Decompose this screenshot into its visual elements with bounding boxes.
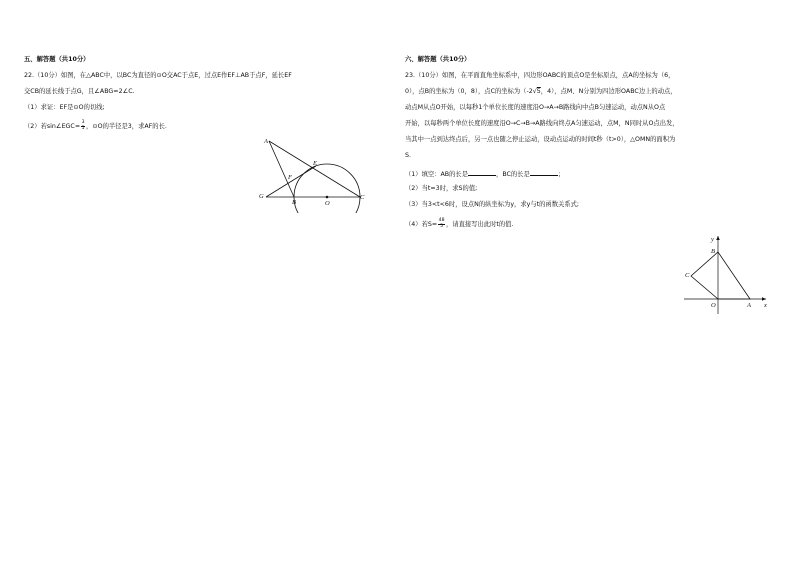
sin-fraction <box>81 121 85 131</box>
q22-part-1: （1）求证：EF是⊙O的切线; <box>24 104 105 111</box>
quadrilateral-oabc <box>691 252 750 299</box>
q23-line-1: 23.（10分）如图，在平面直角坐标系中，四边形OABC的顶点O是坐标原点，点A的坐标为（6， <box>405 72 675 79</box>
q22-part-2-post: ，⊙O的半径是3，求AF的长. <box>86 123 167 131</box>
label-o: O <box>325 200 330 207</box>
q23-part-3: （3）当3<t<6时，设点N的纵坐标为y，求y与t的函数关系式; <box>405 201 580 208</box>
segment-ab <box>269 141 294 197</box>
label-o: O <box>711 302 716 309</box>
coordinate-figure <box>680 232 770 314</box>
label-y: y <box>711 236 714 243</box>
q23-part-1 <box>405 169 564 179</box>
q23-line-2 <box>405 88 677 96</box>
s-fraction-numerator: 48 <box>438 218 445 223</box>
label-x: x <box>764 302 767 309</box>
ab-answer-blank[interactable] <box>468 169 496 176</box>
q23-part-1-c: ； <box>557 171 565 178</box>
s-fraction <box>438 219 445 229</box>
q23-line-4: 开始，以每秒两个单位长度的速度沿O→C→B→A路线向终点A匀速运动，点M，N同时从O点出发， <box>405 120 679 127</box>
label-a: A <box>747 302 751 309</box>
q23-line-2-pre: 0），点B的坐标为（0，8），点C的坐标为（-2 <box>405 88 533 95</box>
label-b: B <box>711 248 715 255</box>
s-fraction-denominator: 5 <box>440 223 444 229</box>
label-e: E <box>313 160 317 167</box>
sqrt-symbol: √ <box>532 88 537 95</box>
q22-part-2 <box>24 121 167 131</box>
q23-line-6: S. <box>405 152 411 159</box>
label-a: A <box>264 138 268 145</box>
q23-part-1-b: ，BC的长是 <box>496 171 530 178</box>
circle-geometry-figure <box>255 133 375 213</box>
q22-part-2-pre: （2）若sin∠EGC= <box>24 123 81 131</box>
label-c: C <box>685 272 690 279</box>
section-five-title: 五、解答题（共10分） <box>24 56 90 63</box>
q23-line-2-post: ，4），点M、N分别为四边形OABC边上的动点， <box>540 88 677 95</box>
q23-part-2: （2）当t=3时，求S的值; <box>405 185 478 192</box>
sqrt-radicand: 5 <box>536 88 541 95</box>
sin-fraction-numerator: 3 <box>81 120 85 125</box>
q23-part-4-post: ，请直接写出此时t的值. <box>446 221 514 229</box>
label-g: G <box>259 193 264 200</box>
q23-line-5: 当其中一点到达终点后，另一点也随之停止运动，设动点运动的时间t秒（t>0），△OMN的面积为 <box>405 136 676 143</box>
q23-line-3: 动点M从点O开始，以每秒1个单位长度的速度沿O→A→B路线向中点B匀速运动，动点N从O点 <box>405 104 666 111</box>
label-f: F <box>288 174 292 181</box>
y-axis-arrow <box>716 236 720 240</box>
q22-line-2: 交CB的延长线于点G，且∠ABG=2∠C. <box>24 88 135 95</box>
sin-fraction-denominator: 5 <box>81 125 85 131</box>
q23-part-4 <box>405 219 513 229</box>
bc-answer-blank[interactable] <box>530 169 558 176</box>
center-dot <box>326 196 329 199</box>
x-axis-arrow <box>762 297 766 301</box>
segment-ac <box>269 141 360 197</box>
label-c: C <box>360 194 365 201</box>
section-six-title: 六、解答题（共10分） <box>405 56 471 63</box>
q22-line-1: 22.（10分）如图，在△ABC中，以BC为直径的⊙O交AC于点E，过点E作EF⊥AB于点F，延长EF <box>24 72 292 79</box>
q23-part-1-a: （1）填空：AB的长是 <box>405 171 469 178</box>
segment-ge <box>266 166 316 197</box>
label-b: B <box>292 199 296 206</box>
q23-part-4-pre: （4）若S= <box>405 221 438 229</box>
